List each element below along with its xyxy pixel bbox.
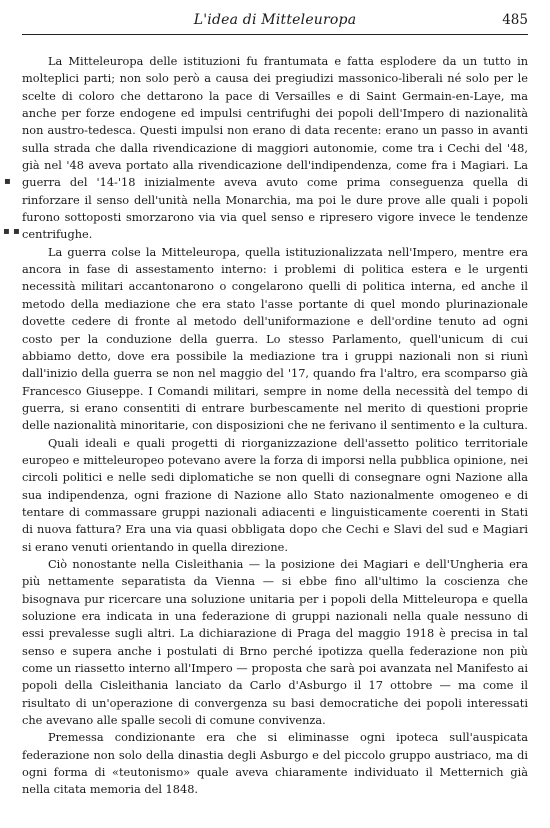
paragraph-5: Premessa condizionante era che si eliminasse ogni ipoteca sull'auspicata federazione non solo della dinastia degli Asburgo e del piccolo gruppo austriaco, ma di ogni forma di «teutonismo» quale aveva chiaramente individuato il Metternich già nella citata memoria del 1848.: [22, 730, 528, 797]
paragraph-3: Quali ideali e quali progetti di riorganizzazione dell'assetto politico territoriale europeo e mitteleuropeo potevano avere la forza di imporsi nella pubblica opinione, nei circoli politici e nelle sedi diplomatiche se non quelli di consegnare ogni Nazione alla sua indipendenza, ogni frazione di Nazione allo Stato nazionalmente omogeneo e di tentare di commassare gruppi nazionali adiacenti e linguisticamente coerenti in Stati di nuova fattura? Era una via quasi obbligata dopo che Cechi e Slavi del sud e Magiari si erano venuti orientando in quella direzione.: [22, 435, 528, 554]
paragraph-2: La guerra colse la Mitteleuropa, quella istituzionalizzata nell'Impero, mentre era ancora in fase di assestamento interno: i problemi di politica estera e le urgenti necessità militari accantonarono o congelarono quelli di politica interna, ed anche il metodo della mediazione che era stato l'asse portante di quel mondo plurinazionale dovette cedere di fronte al metodo dell'uniformazione e dell'ordine tenuto ad ogni costo per la conduzione della guerra. Lo stesso Parlamento, quell'unicum di cui abbiamo detto, dove era possibile la mediazione tra i gruppi nazionali non si riunì dall'inizio della guerra se non nel maggio del '17, quando fra l'altro, era scomparso già Francesco Giuseppe. I Comandi militari, sempre in nome della necessità del tempo di guerra, si erano consentiti di entrare burbescamente nel merito di questioni proprie delle nazionalità minoritarie, con disposizioni che ne ferivano il sentimento e la cultura.: [22, 244, 528, 433]
page-number: 485: [502, 12, 528, 28]
margin-speck: ▪ ▪: [3, 226, 20, 237]
running-title: L'idea di Mitteleuropa: [193, 12, 357, 28]
paragraph-4: Ciò nonostante nella Cisleithania — la posizione dei Magiari e dell'Ungheria era più nettamente separatista da Vienna — si ebbe fino all'ultimo la coscienza che bisognava pur ricercare una soluzione unitaria per i popoli della Mitteleuropa e quella soluzione era indicata in una federazione di gruppi nazionali nella quale nessuno di essi prevalesse sugli altri. La dichiarazione di Praga del maggio 1918 è precisa in tal senso e supera anche i postulati di Brno perché ipotizza quella federazione non più come un riassetto interno all'Impero — proposta che sarà poi avanzata nel Manifesto ai popoli della Cisleithania lanciato da Carlo d'Asburgo il 17 ottobre — ma come il risultato di un'operazione di convergenza su basi democratiche dei popoli interessati che avevano alle spalle secoli di comune convivenza.: [22, 556, 528, 728]
paragraph-1: La Mitteleuropa delle istituzioni fu frantumata e fatta esplodere da un tutto in molteplici parti; non solo però a causa dei pregiudizi massonico-liberali né solo per le scelte di coloro che dettarono la pace di Versailles e di Saint Germain-en-Laye, ma anche per forze endogene ed impulsi centrifughi dei popoli dell'Impero di nazionalità non austro-tedesca. Questi impulsi non erano di data recente: erano un passo in avanti sulla strada che dalla rivendicazione di maggiori autonomie, come tra i Cechi del '48, già nel '48 aveva portato alla rivendicazione dell'indipendenza, come fra i Magiari. La guerra del '14-'18 inizialmente aveva avuto come prima conseguenza quella di rinforzare il senso dell'unità nella Monarchia, ma poi le dure prove alle quali i popoli furono sottoposti smorzarono via via quel senso e ripresero vigore invece le tendenze centrifughe.: [22, 54, 528, 242]
book-page: [22, 10, 528, 799]
margin-speck: ▪: [4, 176, 11, 187]
running-header: [22, 10, 528, 35]
body-text: [22, 53, 528, 799]
